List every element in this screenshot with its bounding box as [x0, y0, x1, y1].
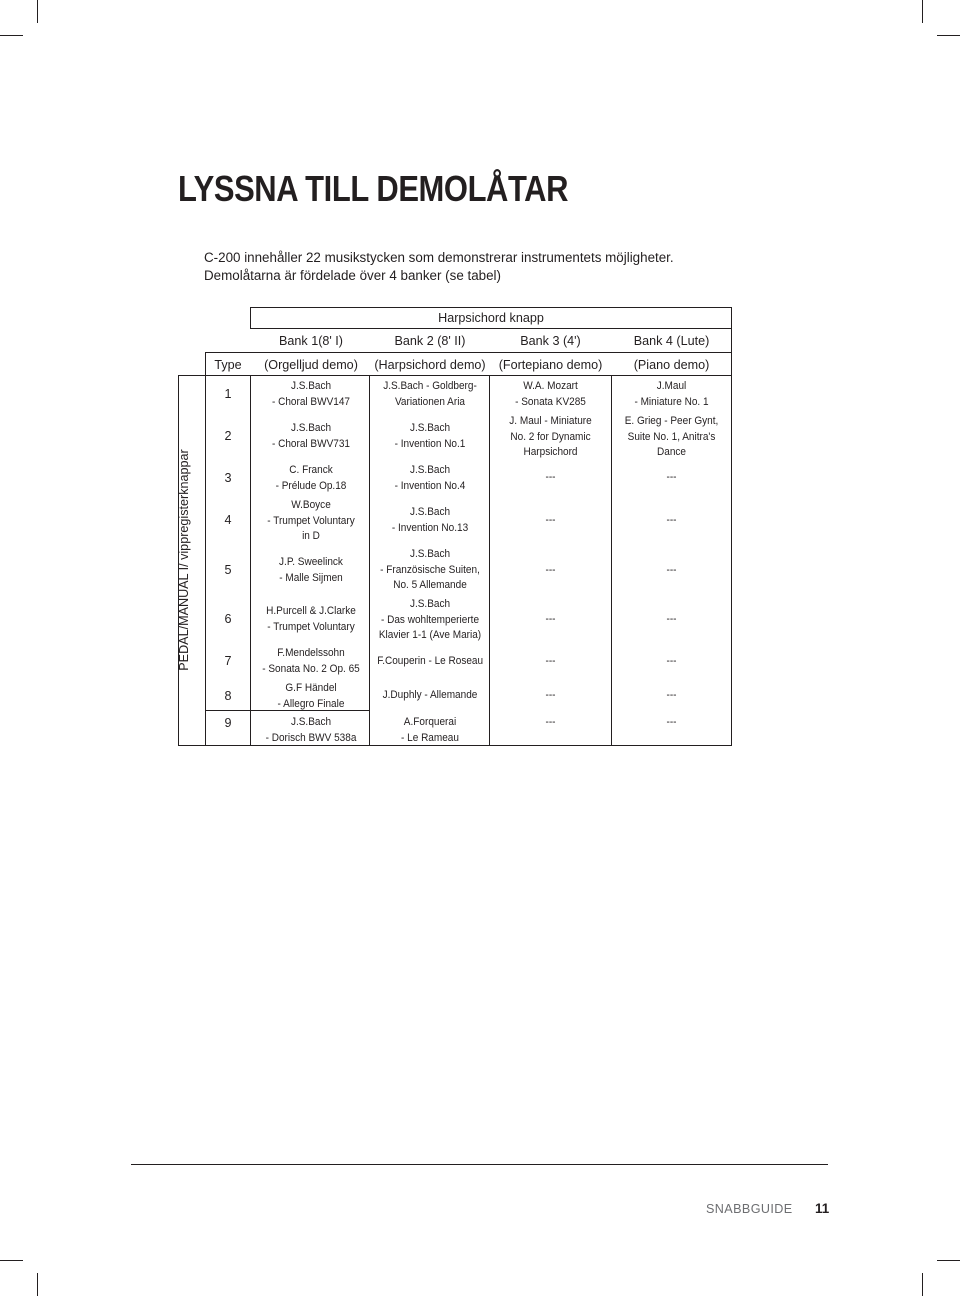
bank2-cell: J.S.Bach - Französische Suiten, No. 5 Allemande [380, 548, 480, 592]
bank3-cell: --- [545, 613, 556, 625]
bank1-cell: J.P. Sweelinck - Malle Sijmen [279, 556, 343, 584]
bank4-cell: --- [666, 655, 677, 667]
type-header: (Harpsichord demo) [374, 358, 486, 372]
table-border [369, 375, 370, 746]
bank1-cell: H.Purcell & J.Clarke - Trumpet Voluntary [266, 605, 356, 633]
type-header: (Orgelljud demo) [264, 358, 358, 372]
row-number: 9 [224, 716, 232, 730]
table-border [250, 375, 251, 746]
bank1-cell: G.F Händel - Allegro Finale [277, 682, 345, 710]
bank3-cell: J. Maul - Miniature No. 2 for Dynamic Harpsichord [509, 415, 592, 459]
table-border [731, 307, 732, 746]
bank2-cell: J.S.Bach - Das wohltemperierte Klavier 1-1 (Ave Maria) [378, 598, 482, 642]
bank4-cell: --- [666, 716, 677, 728]
bank2-cell: A.Forquerai - Le Rameau [401, 716, 459, 744]
table-border [178, 375, 732, 376]
intro-line-1: C-200 innehåller 22 musikstycken som demonstrerar instrumentets möjligheter. [204, 250, 674, 265]
table-border [611, 375, 612, 746]
bank2-cell: J.S.Bach - Invention No.1 [394, 422, 466, 450]
bank4-cell: --- [666, 564, 677, 576]
bank3-cell: --- [545, 655, 556, 667]
table-border [489, 375, 490, 746]
row-number: 1 [224, 387, 232, 401]
bank-header: Bank 1(8' I) [278, 334, 343, 348]
crop-mark [922, 1273, 923, 1296]
table-border [250, 307, 732, 308]
bank4-cell: --- [666, 613, 677, 625]
row-number: 6 [224, 612, 232, 626]
bank1-cell: F.Mendelssohn - Sonata No. 2 Op. 65 [262, 647, 360, 675]
crop-mark [937, 1260, 960, 1261]
row-number: 5 [224, 563, 232, 577]
bank3-cell: --- [545, 716, 556, 728]
table-border [205, 352, 732, 353]
bank2-cell: J.Duphly - Allemande [382, 689, 478, 701]
page-title: LYSSNA TILL DEMOLÅTAR [178, 168, 569, 209]
row-number: 2 [224, 429, 232, 443]
intro-line-2: Demolåtarna är fördelade över 4 banker (se tabel) [204, 268, 501, 283]
side-label: PEDAL/MANUAL I/ vippregisterknappar [177, 449, 191, 671]
bank3-cell: --- [545, 564, 556, 576]
footer-label: SNABBGUIDE [706, 1202, 793, 1216]
row-number: 3 [224, 471, 232, 485]
bank-header: Bank 3 (4') [520, 334, 581, 348]
bank2-cell: F.Couperin - Le Roseau [377, 655, 484, 667]
row-number: 7 [224, 654, 232, 668]
bank4-cell: --- [666, 514, 677, 526]
bank1-cell: J.S.Bach - Dorisch BWV 538a [265, 716, 357, 744]
bank1-cell: J.S.Bach - Choral BWV731 [271, 422, 350, 450]
bank4-cell: J.Maul - Miniature No. 1 [634, 380, 709, 408]
row-number: 8 [224, 689, 232, 703]
bank2-cell: J.S.Bach - Invention No.13 [391, 506, 469, 534]
bank2-cell: J.S.Bach - Invention No.4 [394, 464, 466, 492]
bank3-cell: --- [545, 514, 556, 526]
type-label: Type [214, 358, 242, 372]
bank4-cell: E. Grieg - Peer Gynt, Suite No. 1, Anitra's Dance [624, 415, 719, 459]
type-header: (Piano demo) [633, 358, 710, 372]
bank2-cell: J.S.Bach - Goldberg- Variationen Aria [383, 380, 477, 408]
bank4-cell: --- [666, 689, 677, 701]
table-border [205, 352, 206, 746]
bank1-cell: W.Boyce - Trumpet Voluntary in D [267, 499, 355, 543]
type-header: (Fortepiano demo) [498, 358, 603, 372]
bank1-cell: J.S.Bach - Choral BWV147 [271, 380, 350, 408]
crop-mark [0, 1260, 23, 1261]
table-border [250, 328, 732, 329]
crop-mark [37, 1273, 38, 1296]
row-number: 4 [224, 513, 232, 527]
page-number: 11 [815, 1201, 830, 1216]
bank3-cell: --- [545, 689, 556, 701]
bank1-cell: C. Franck - Prélude Op.18 [275, 464, 347, 492]
harpsichord-knob-header: Harpsichord knapp [438, 311, 544, 325]
bank3-cell: W.A. Mozart - Sonata KV285 [515, 380, 586, 408]
bank3-cell: --- [545, 471, 556, 483]
bank-header: Bank 4 (Lute) [633, 334, 710, 348]
footer-divider [131, 1164, 828, 1165]
bank4-cell: --- [666, 471, 677, 483]
bank-header: Bank 2 (8' II) [394, 334, 466, 348]
